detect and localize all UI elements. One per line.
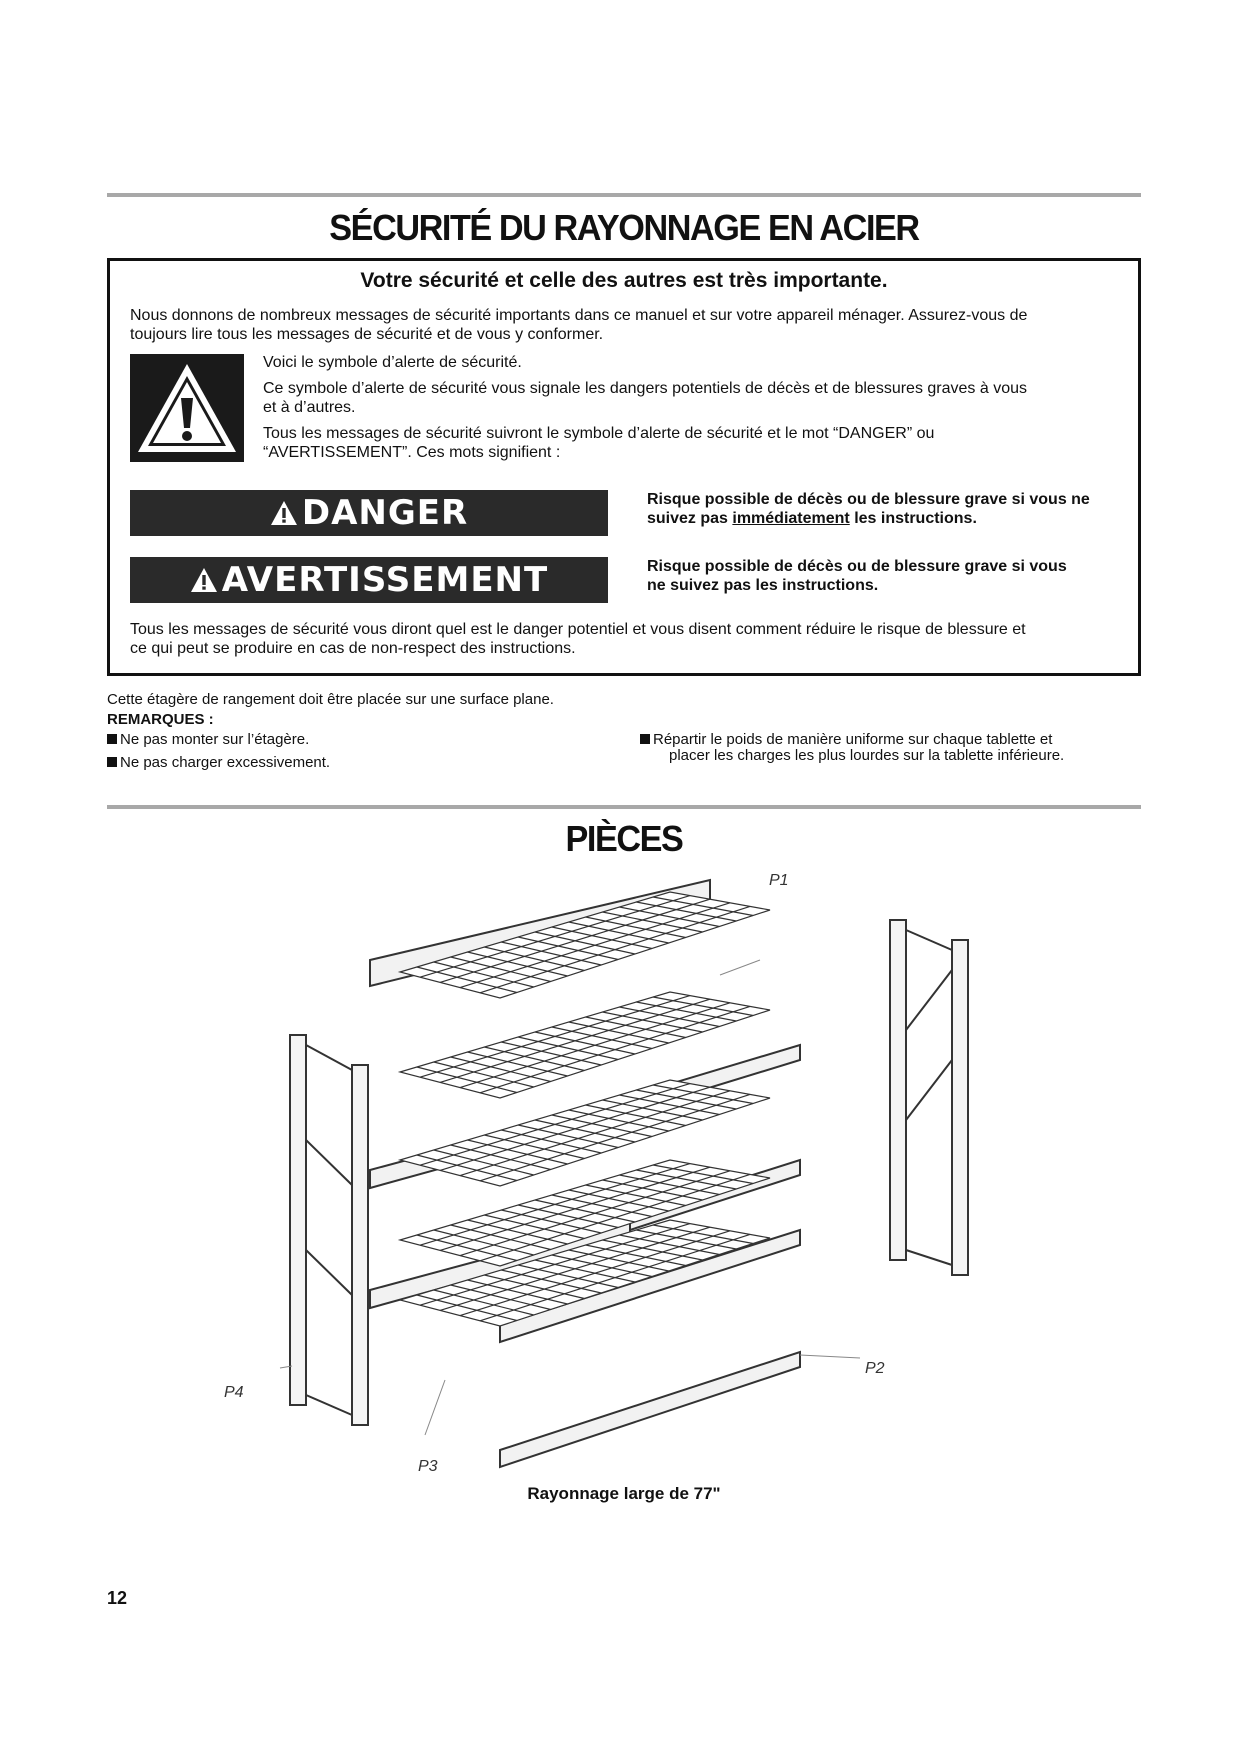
safety-box-heading: Votre sécurité et celle des autres est très importante. <box>360 269 888 292</box>
part-label-p2: P2 <box>865 1360 885 1377</box>
bullet-icon <box>107 757 117 767</box>
symbol-text: Voici le symbole d’alerte de sécurité. <box>263 354 522 371</box>
middle-divider <box>107 805 1141 809</box>
safety-box <box>107 258 1141 676</box>
warning-label: AVERTISSEMENT <box>221 560 549 600</box>
bullet-icon <box>640 734 650 744</box>
danger-desc-underline: immédiatement <box>732 510 850 527</box>
warning-sign <box>130 557 608 603</box>
diagram-caption: Rayonnage large de 77" <box>527 1484 721 1503</box>
danger-desc-line-1: Risque possible de décès ou de blessure grave si vous ne <box>647 491 1090 508</box>
intro-line-2: toujours lire tous les messages de sécurité et de vous y conformer. <box>130 326 604 343</box>
bullet-icon <box>107 734 117 744</box>
symbol-desc-line-2: et à d’autres. <box>263 399 356 416</box>
page-number: 12 <box>107 1588 128 1608</box>
parts-title: PIÈCES <box>565 818 683 859</box>
symbol-desc-line-1: Ce symbole d’alerte de sécurité vous signale les dangers potentiels de décès et de blessures graves à vous <box>263 380 1027 397</box>
remarks-heading: REMARQUES : <box>107 711 214 728</box>
danger-sign <box>130 490 608 536</box>
warning-desc-line-1: Risque possible de décès ou de blessure grave si vous <box>647 558 1067 575</box>
shelving-diagram <box>240 870 1000 1480</box>
part-label-p4: P4 <box>224 1384 244 1401</box>
danger-desc-pre: suivez pas <box>647 510 733 527</box>
warning-triangle-icon <box>190 557 218 603</box>
warning-triangle-icon <box>270 490 298 536</box>
intro-line-1: Nous donnons de nombreux messages de sécurité importants dans ce manuel et sur votre appareil ménager. Assurez-vous de <box>130 307 1028 324</box>
danger-description <box>647 490 1137 528</box>
messages-line-2: “AVERTISSEMENT”. Ces mots signifient : <box>263 444 561 461</box>
danger-desc-post: les instructions. <box>849 510 977 527</box>
warning-description <box>647 557 1137 595</box>
closing-line-1: Tous les messages de sécurité vous diront quel est le danger potentiel et vous disent comment réduire le risque de blessure et <box>130 621 1026 638</box>
surface-note: Cette étagère de rangement doit être placée sur une surface plane. <box>107 691 554 708</box>
warning-desc-line-2: ne suivez pas les instructions. <box>647 577 879 594</box>
top-divider <box>107 193 1141 197</box>
remark-text: Ne pas monter sur l’étagère. <box>120 731 310 748</box>
messages-line-1: Tous les messages de sécurité suivront le symbole d’alerte de sécurité et le mot “DANGER” ou <box>263 425 935 442</box>
remark-item <box>107 754 330 771</box>
remark-item <box>107 731 309 748</box>
remark-text: Ne pas charger excessivement. <box>120 754 331 771</box>
remark-item-continued: placer les charges les plus lourdes sur la tablette inférieure. <box>669 747 1065 764</box>
danger-label: DANGER <box>301 493 469 533</box>
closing-line-2: ce qui peut se produire en cas de non-respect des instructions. <box>130 640 576 657</box>
danger-desc-line-2 <box>647 509 1137 528</box>
remark-text: Répartir le poids de manière uniforme sur chaque tablette et <box>653 731 1053 748</box>
safety-title: SÉCURITÉ DU RAYONNAGE EN ACIER <box>329 207 919 248</box>
part-label-p1: P1 <box>769 872 789 889</box>
remark-item <box>640 731 1052 748</box>
safety-alert-icon <box>130 354 244 462</box>
part-label-p3: P3 <box>418 1458 438 1475</box>
